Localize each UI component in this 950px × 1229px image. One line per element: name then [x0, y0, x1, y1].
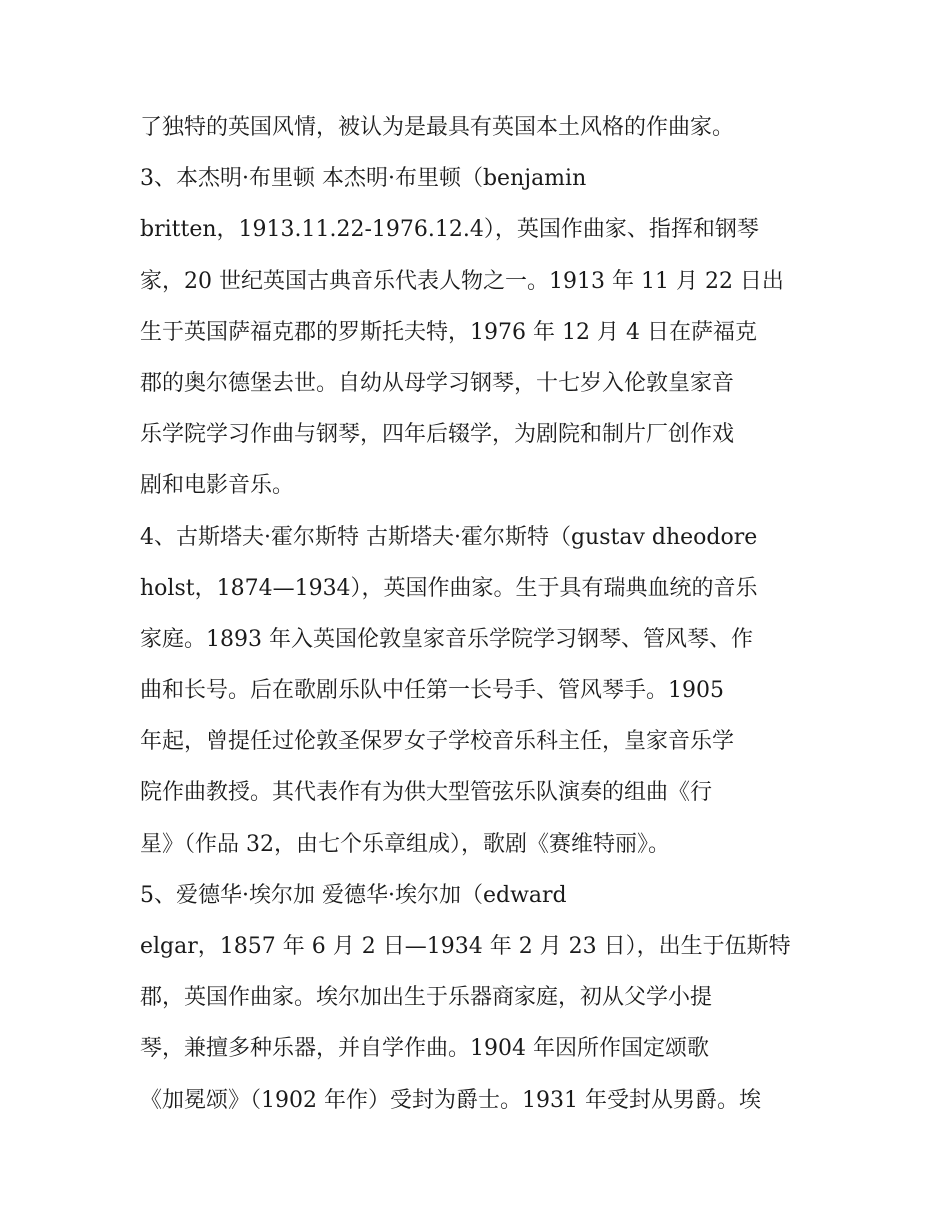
text-line: 星》（作品 32，由七个乐章组成），歌剧《赛维特丽》。	[140, 831, 670, 857]
text-line: 年起，曾提任过伦敦圣保罗女子学校音乐科主任，皇家音乐学	[140, 729, 735, 755]
text-line: 院作曲教授。其代表作有为供大型管弦乐队演奏的组曲《行	[140, 780, 713, 806]
text-line: britten，1913.11.22-1976.12.4），英国作曲家、指挥和钢琴	[140, 217, 759, 243]
text-line: 《加冕颂》（1902 年作）受封为爵士。1931 年受封从男爵。埃	[140, 1087, 761, 1113]
text-line: 曲和长号。后在歌剧乐队中任第一长号手、管风琴手。1905	[140, 678, 724, 704]
text-line: elgar，1857 年 6 月 2 日—1934 年 2 月 23 日），出生于伍斯特	[140, 934, 791, 959]
text-line: 生于英国萨福克郡的罗斯托夫特，1976 年 12 月 4 日在萨福克	[140, 319, 757, 345]
text-line: 家庭。1893 年入英国伦敦皇家音乐学院学习钢琴、管风琴、作	[140, 626, 753, 652]
text-line: 乐学院学习作曲与钢琴，四年后辍学，为剧院和制片厂创作戏	[140, 422, 735, 448]
text-line: 剧和电影音乐。	[140, 473, 295, 499]
text-line: 郡的奥尔德堡去世。自幼从母学习钢琴，十七岁入伦敦皇家音	[140, 370, 735, 396]
text-line: 3、本杰明·布里顿 本杰明·布里顿（benjamin	[140, 166, 587, 192]
document-body	[140, 102, 820, 1126]
text-line: 5、爱德华·埃尔加 爱德华·埃尔加（edward	[140, 882, 567, 908]
text-line: 郡，英国作曲家。埃尔加出生于乐器商家庭，初从父学小提	[140, 985, 713, 1011]
text-line: 家，20 世纪英国古典音乐代表人物之一。1913 年 11 月 22 日出	[140, 268, 784, 294]
text-line: 琴，兼擅多种乐器，并自学作曲。1904 年因所作国定颂歌	[140, 1036, 709, 1062]
text-line: holst，1874—1934），英国作曲家。生于具有瑞典血统的音乐	[140, 575, 758, 601]
text-line: 了独特的英国风情，被认为是最具有英国本土风格的作曲家。	[140, 115, 735, 140]
text-line: 4、古斯塔夫·霍尔斯特 古斯塔夫·霍尔斯特（gustav dheodore	[140, 524, 758, 550]
